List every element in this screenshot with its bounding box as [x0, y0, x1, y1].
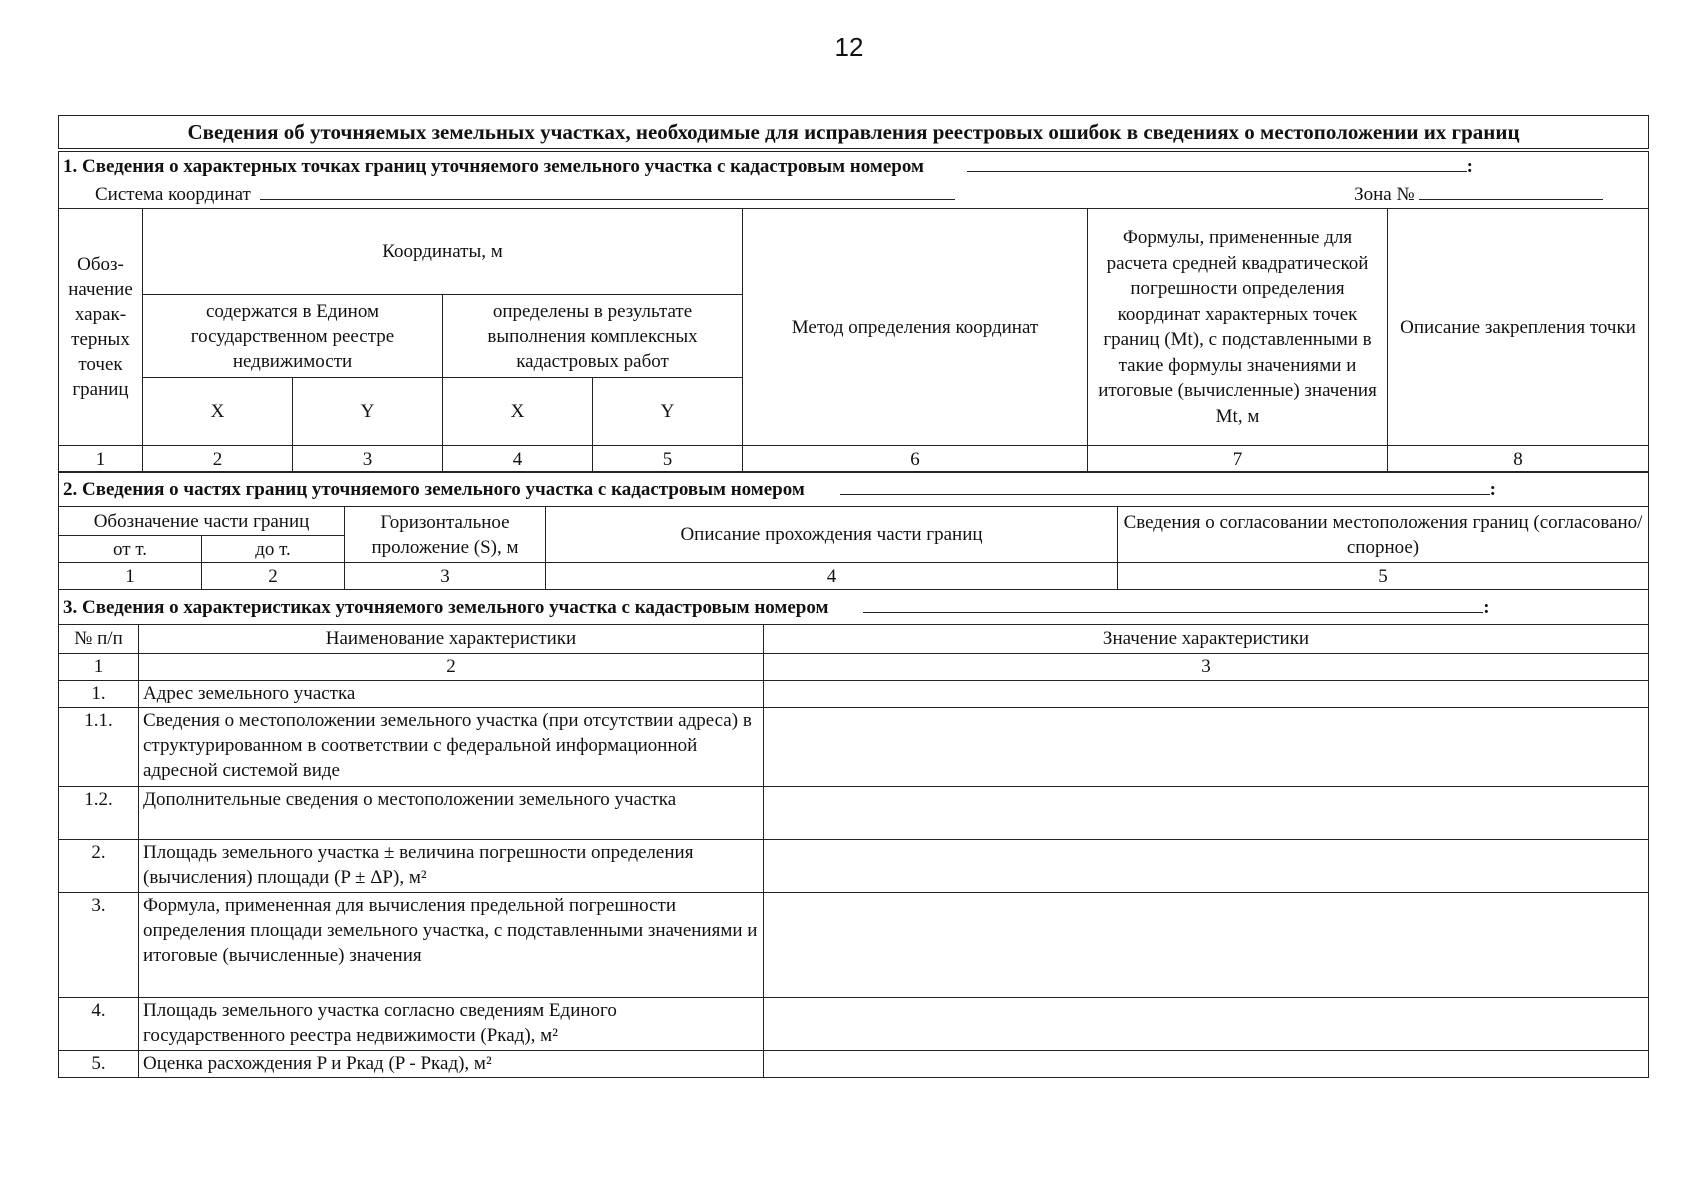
row-number: 4.	[59, 997, 139, 1050]
form-frame	[58, 115, 1648, 1078]
col-x-egrn: X	[143, 377, 293, 445]
col-description: Описание закрепления точки	[1388, 209, 1649, 446]
section1-table	[58, 115, 1649, 473]
col-designation: Обоз-начение харак-терных точек границ	[59, 209, 143, 446]
row-number: 1.	[59, 680, 139, 707]
row-name: Дополнительные сведения о местоположении земельного участка	[139, 786, 764, 839]
col-egrn: содержатся в Едином государственном реестре недвижимости	[143, 295, 443, 377]
table-row	[59, 892, 1649, 997]
row-value[interactable]	[764, 892, 1649, 997]
row-name: Формула, примененная для вычисления предельной погрешности определения площади земельного участка, с подставленными значениями и итоговые (вычисленные) значения	[139, 892, 764, 997]
row-number: 1.2.	[59, 786, 139, 839]
col-number: 2	[202, 563, 345, 590]
section3-colon: :	[1483, 596, 1490, 618]
row-value[interactable]	[764, 707, 1649, 786]
coord-system-label: Система координат	[95, 184, 251, 205]
col-to-point: до т.	[202, 536, 345, 563]
col-number: 8	[1388, 446, 1649, 473]
col-y-egrn: Y	[293, 377, 443, 445]
col-num-header: № п/п	[59, 624, 139, 653]
col-number: 4	[443, 446, 593, 473]
row-value[interactable]	[764, 839, 1649, 892]
row-value[interactable]	[764, 786, 1649, 839]
section1-colon: :	[1466, 156, 1473, 177]
table-row	[59, 839, 1649, 892]
row-name: Адрес земельного участка	[139, 680, 764, 707]
col-number: 3	[345, 563, 546, 590]
col-number: 5	[1118, 563, 1649, 590]
zone-label: Зона №	[1354, 184, 1415, 205]
row-name: Оценка расхождения P и Ркад (P - Ркад), м²	[139, 1050, 764, 1077]
section3-heading-cell	[59, 589, 1649, 624]
col-number: 3	[764, 653, 1649, 680]
row-name: Сведения о местоположении земельного участка (при отсутствии адреса) в структурированном в соответствии с федеральной информационной адресной системой виде	[139, 707, 764, 786]
section3-table	[58, 589, 1649, 1078]
col-agreement: Сведения о согласовании местоположения границ (согласовано/спорное)	[1118, 507, 1649, 563]
col-from-point: от т.	[59, 536, 202, 563]
col-x-complex: X	[443, 377, 593, 445]
row-name: Площадь земельного участка ± величина погрешности определения (вычисления) площади (P ± ΔP), м²	[139, 839, 764, 892]
form-title: Сведения об уточняемых земельных участках, необходимые для исправления реестровых ошибок в сведениях о местоположении их границ	[59, 116, 1649, 151]
section2-heading-cell	[59, 472, 1649, 507]
col-complex-works: определены в результате выполнения комплексных кадастровых работ	[443, 295, 743, 377]
section2-heading: 2. Сведения о частях границ уточняемого земельного участка с кадастровым номером	[63, 479, 805, 501]
col-name-header: Наименование характеристики	[139, 624, 764, 653]
col-number: 3	[293, 446, 443, 473]
col-number: 1	[59, 563, 202, 590]
row-value[interactable]	[764, 997, 1649, 1050]
table-row	[59, 680, 1649, 707]
col-formulas: Формулы, примененные для расчета средней квадратической погрешности определения координат характерных точек границ (Mt), с подставленными в такие формулы значениями и итоговые (вычисленные) значения Mt, м	[1088, 209, 1388, 446]
col-number: 5	[593, 446, 743, 473]
row-number: 5.	[59, 1050, 139, 1077]
col-part-designation: Обозначение части границ	[59, 507, 345, 536]
col-horizontal-length: Горизонтальное проложение (S), м	[345, 507, 546, 563]
section3-heading: 3. Сведения о характеристиках уточняемого земельного участка с кадастровым номером	[63, 596, 829, 618]
coord-system-cell	[59, 180, 1649, 209]
section2-cadastral-number-field[interactable]	[840, 476, 1490, 495]
table-row	[59, 1050, 1649, 1077]
col-number: 2	[139, 653, 764, 680]
section1-heading-cell	[59, 150, 1649, 180]
col-number: 6	[743, 446, 1088, 473]
section2-colon: :	[1489, 479, 1496, 501]
table-row	[59, 786, 1649, 839]
col-passage-description: Описание прохождения части границ	[546, 507, 1118, 563]
table-row	[59, 707, 1649, 786]
col-value-header: Значение характеристики	[764, 624, 1649, 653]
col-method: Метод определения координат	[743, 209, 1088, 446]
row-number: 3.	[59, 892, 139, 997]
coord-system-field[interactable]	[260, 181, 955, 200]
row-number: 2.	[59, 839, 139, 892]
col-number: 4	[546, 563, 1118, 590]
row-value[interactable]	[764, 680, 1649, 707]
col-number: 7	[1088, 446, 1388, 473]
section2-table	[58, 471, 1649, 590]
row-number: 1.1.	[59, 707, 139, 786]
col-coordinates: Координаты, м	[143, 209, 743, 295]
section1-heading: 1. Сведения о характерных точках границ уточняемого земельного участка с кадастровым номером	[63, 156, 924, 177]
page-number: 12	[834, 32, 864, 62]
row-value[interactable]	[764, 1050, 1649, 1077]
section3-cadastral-number-field[interactable]	[863, 594, 1483, 613]
col-number: 1	[59, 653, 139, 680]
row-name: Площадь земельного участка согласно сведениям Единого государственного реестра недвижимости (Ркад), м²	[139, 997, 764, 1050]
zone-field[interactable]	[1419, 181, 1603, 200]
col-y-complex: Y	[593, 377, 743, 445]
col-number: 2	[143, 446, 293, 473]
section1-cadastral-number-field[interactable]	[967, 153, 1467, 172]
table-row	[59, 997, 1649, 1050]
col-number: 1	[59, 446, 143, 473]
